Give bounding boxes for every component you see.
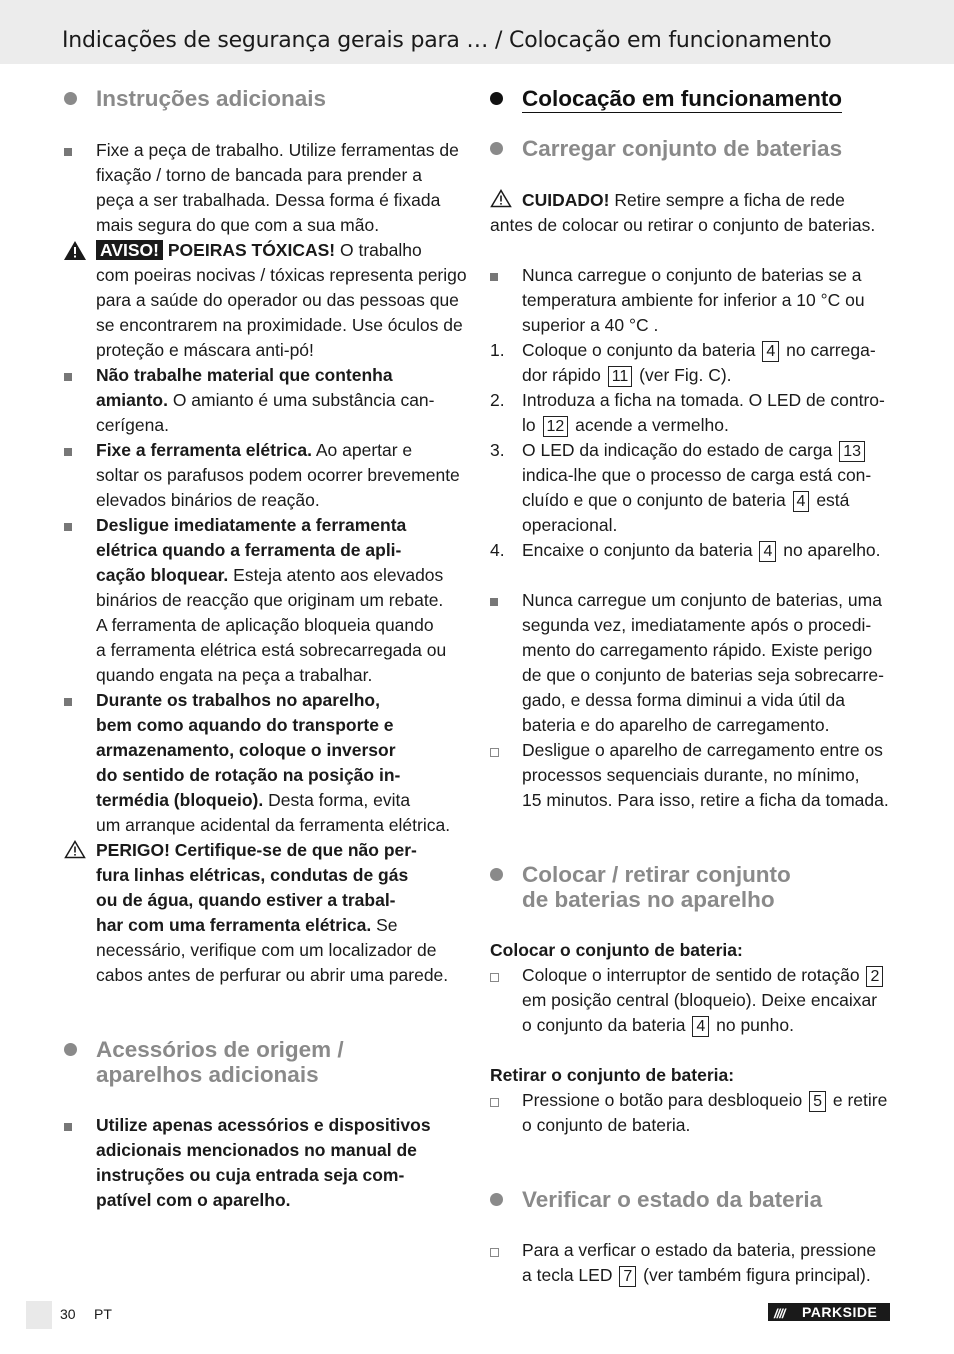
bullet-square-icon bbox=[64, 523, 72, 531]
bullet-square-icon bbox=[64, 448, 72, 456]
danger-icon bbox=[64, 840, 86, 859]
list-item: Para a verficar o estado da bateria, pressione a tecla LED 7 (ver também figura principal). bbox=[522, 1240, 877, 1285]
list-item: Durante os trabalhos no aparelho, bem como aquando do transporte e armazenamento, coloque o inversor do sentido de rotação na posição in- termédia (bloqueio). Desta forma, evita um arranque acidental da ferramenta elétrica. bbox=[96, 690, 451, 835]
reference-number: 5 bbox=[809, 1091, 826, 1112]
bullet-square-icon bbox=[490, 273, 498, 281]
reference-number: 12 bbox=[543, 416, 569, 437]
section-title-verificar: Verificar o estado da bateria bbox=[522, 1187, 823, 1212]
warning-notice: AVISO! POEIRAS TÓXICAS! O trabalho com poeiras nocivas / tóxicas representa perigo para a saúde do operador ou das pessoas que se encontrarem na proximidade. Use óculos de proteção e máscara anti-pó! bbox=[96, 240, 467, 360]
reference-number: 2 bbox=[866, 966, 883, 987]
section-bullet-icon bbox=[490, 1193, 503, 1206]
list-item: Nunca carregue o conjunto de baterias se a temperatura ambiente for inferior a 10 °C ou superior a 40 °C . bbox=[522, 265, 865, 335]
list-item: Desligue imediatamente a ferramenta elétrica quando a ferramenta de apli- cação bloquear. Esteja atento aos elevados binários de reacção que originam um rebate. A ferramenta de aplicação bloqueia quando a ferramenta elétrica está sobrecarregada ou quando engata na peça a trabalhar. bbox=[96, 515, 447, 685]
bullet-square-icon bbox=[64, 1123, 72, 1131]
page-number: 30 bbox=[60, 1306, 76, 1322]
list-item: Fixe a ferramenta elétrica. Ao apertar e soltar os parafusos podem ocorrer brevemente elevados binários de reação. bbox=[96, 440, 460, 510]
bullet-open-square-icon bbox=[490, 1248, 499, 1257]
bullet-square-icon bbox=[490, 598, 498, 606]
section-bullet-icon bbox=[490, 868, 503, 881]
bullet-square-icon bbox=[64, 148, 72, 156]
section-bullet-icon bbox=[490, 142, 503, 155]
section-bullet-icon bbox=[490, 92, 503, 105]
list-item: Fixe a peça de trabalho. Utilize ferramentas de fixação / torno de bancada para prender a peça a ser trabalhada. Dessa forma é fixada mais segura do que com a sua mão. bbox=[96, 140, 459, 235]
subheading-colocar: Colocar o conjunto de bateria: bbox=[490, 940, 743, 960]
step-item: Encaixe o conjunto da bateria 4 no aparelho. bbox=[522, 540, 881, 560]
step-item: O LED da indicação do estado de carga 13 indica-lhe que o processo de carga está con- cluído e que o conjunto de bateria 4 está operacional. bbox=[522, 440, 872, 535]
header-title: Indicações de segurança gerais para … / Colocação em funcionamento bbox=[62, 28, 832, 53]
step-item: Coloque o conjunto da bateria 4 no carrega- dor rápido 11 (ver Fig. C). bbox=[522, 340, 876, 385]
language-code: PT bbox=[94, 1306, 112, 1322]
warning-badge: AVISO! bbox=[96, 240, 163, 260]
reference-number: 4 bbox=[759, 541, 776, 562]
bullet-open-square-icon bbox=[490, 973, 499, 982]
list-item: Desligue o aparelho de carregamento entre os processos sequenciais durante, no mínimo, 15 minutos. Para isso, retire a ficha da tomada. bbox=[522, 740, 889, 810]
list-item: Pressione o botão para desbloqueio 5 e retire o conjunto de bateria. bbox=[522, 1090, 888, 1135]
reference-number: 11 bbox=[608, 366, 633, 387]
bullet-open-square-icon bbox=[490, 1098, 499, 1107]
caution-notice: CUIDADO! Retire sempre a ficha de rede antes de colocar ou retirar o conjunto de baterias. bbox=[490, 190, 876, 235]
list-item: Utilize apenas acessórios e dispositivos adicionais mencionados no manual de instruções ou cuja entrada seja com- patível com o aparelho. bbox=[96, 1115, 431, 1210]
reference-number: 7 bbox=[619, 1266, 636, 1287]
bullet-square-icon bbox=[64, 373, 72, 381]
subheading-retirar: Retirar o conjunto de bateria: bbox=[490, 1065, 735, 1085]
bullet-square-icon bbox=[64, 698, 72, 706]
list-item: Não trabalhe material que contenha amianto. O amianto é uma substância can- cerígena. bbox=[96, 365, 435, 435]
step-number: 1. bbox=[490, 340, 505, 360]
step-number: 2. bbox=[490, 390, 505, 410]
section-bullet-icon bbox=[64, 1043, 77, 1056]
reference-number: 4 bbox=[762, 341, 779, 362]
section-title-instrucoes: Instruções adicionais bbox=[96, 86, 327, 111]
reference-number: 4 bbox=[793, 491, 810, 512]
step-item: Introduza a ficha na tomada. O LED de contro- lo 12 acende a vermelho. bbox=[522, 390, 885, 435]
step-number: 4. bbox=[490, 540, 505, 560]
step-number: 3. bbox=[490, 440, 505, 460]
section-bullet-icon bbox=[64, 92, 77, 105]
bullet-open-square-icon bbox=[490, 748, 499, 757]
page-header bbox=[0, 0, 954, 64]
logo-stripes-icon: //// bbox=[774, 1306, 785, 1321]
list-item: Coloque o interruptor de sentido de rotação 2 em posição central (bloqueio). Deixe encaixar o conjunto da bateria 4 no punho. bbox=[522, 963, 894, 1038]
list-item: Nunca carregue um conjunto de baterias, uma segunda vez, imediatamente após o procedi- mento do carregamento rápido. Existe perigo de que o conjunto de baterias seja sobrecarre- gado, e dessa forma diminui a vida útil da bateria e do aparelho de carregamento. bbox=[522, 590, 884, 735]
reference-number: 4 bbox=[692, 1016, 709, 1037]
section-title-carregar: Carregar conjunto de baterias bbox=[522, 136, 843, 161]
section-title-acessorios: Acessórios de origem / aparelhos adicionais bbox=[96, 1037, 344, 1087]
section-title-colocar-retirar: Colocar / retirar conjunto de baterias no aparelho bbox=[522, 862, 791, 912]
main-section-title: Colocação em funcionamento bbox=[522, 86, 843, 111]
page-marker bbox=[26, 1301, 52, 1329]
brand-logo: //// PARKSIDE bbox=[768, 1303, 890, 1321]
warning-icon bbox=[63, 240, 87, 261]
danger-notice: PERIGO! Certifique-se de que não per- fura linhas elétricas, condutas de gás ou de água, quando estiver a trabal- har com uma ferramenta elétrica. Se necessário, verifique com um localizador de cabos antes de perfurar ou abrir uma parede. bbox=[96, 840, 449, 985]
reference-number: 13 bbox=[839, 441, 865, 462]
